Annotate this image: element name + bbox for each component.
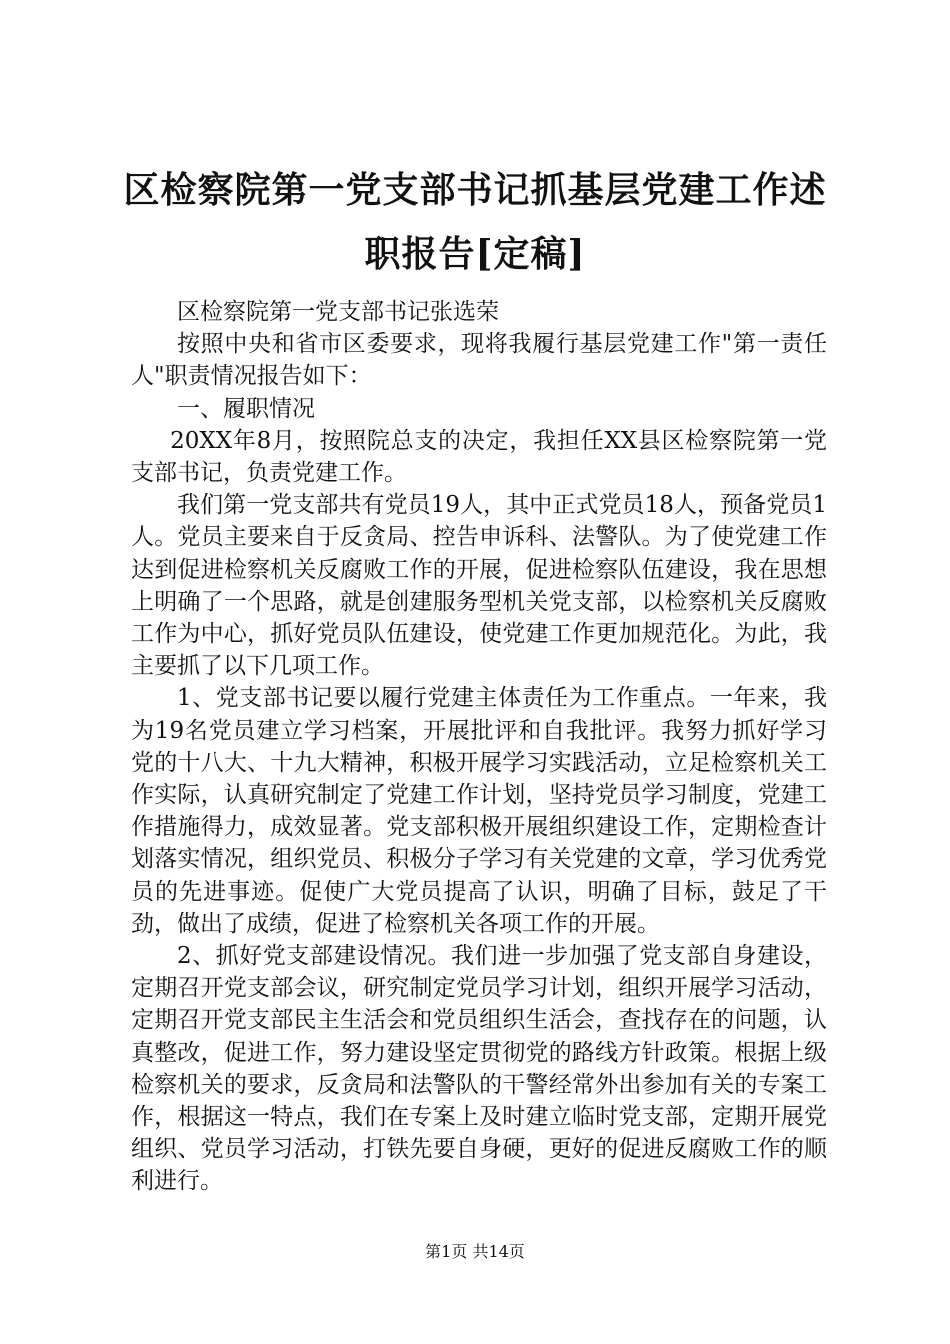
body-paragraph: 我们第一党支部共有党员19人，其中正式党员18人，预备党员1人。党员主要来自于反贪局、控告申诉科、法警队。为了使党建工作达到促进检察机关反腐败工作的开展，促进检察队伍建设，我在思想上明确了一个思路，就是创建服务型机关党支部，以检察机关反腐败工作为中心，抓好党员队伍建设，使党建工作更加规范化。为此，我主要抓了以下几项工作。 [131, 492, 827, 680]
document-body [131, 296, 827, 1198]
author-line: 区检察院第一党支部书记张选荣 [177, 299, 499, 325]
page-number: 第1页 共14页 [425, 1242, 525, 1261]
body-paragraph: 2、抓好党支部建设情况。我们进一步加强了党支部自身建设，定期召开党支部会议，研究制定党员学习计划，组织开展学习活动，定期召开党支部民主生活会和党员组织生活会，查找存在的问题，认真整改，促进工作，努力建设坚定贯彻党的路线方针政策。根据上级检察机关的要求，反贪局和法警队的干警经常外出参加有关的专案工作，根据这一特点，我们在专案上及时建立临时党支部，定期开展党组织、党员学习活动，打铁先要自身硬，更好的促进反腐败工作的顺利进行。 [131, 943, 827, 1195]
body-paragraph: 1、党支部书记要以履行党建主体责任为工作重点。一年来，我为19名党员建立学习档案，开展批评和自我批评。我努力抓好学习党的十八大、十九大精神，积极开展学习实践活动，立足检察机关工作实际，认真研究制定了党建工作计划，坚持党员学习制度，党建工作措施得力，成效显著。党支部积极开展组织建设工作，定期检查计划落实情况，组织党员、积极分子学习有关党建的文章，学习优秀党员的先进事迹。促使广大党员提高了认识，明确了目标，鼓足了干劲，做出了成绩，促进了检察机关各项工作的开展。 [131, 685, 827, 937]
document-title: 区检察院第一党支部书记抓基层党建工作述职报告[定稿] [123, 169, 827, 275]
intro-paragraph: 按照中央和省市区委要求，现将我履行基层党建工作"第一责任人"职责情况报告如下： [131, 331, 827, 390]
body-paragraph: 20XX年8月，按照院总支的决定，我担任XX县区检察院第一党支部书记，负责党建工作。 [131, 427, 827, 487]
section-heading: 一、履职情况 [177, 395, 315, 422]
